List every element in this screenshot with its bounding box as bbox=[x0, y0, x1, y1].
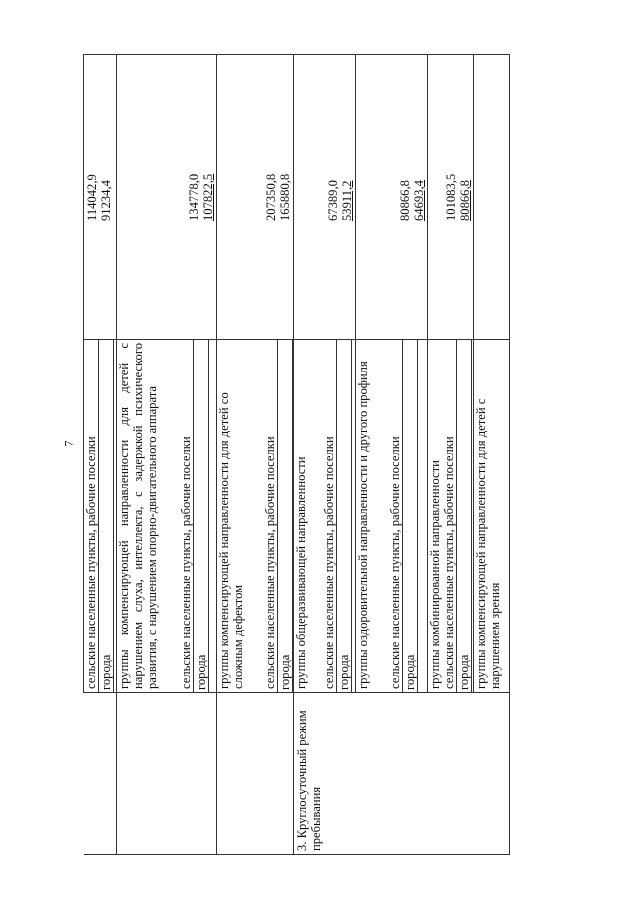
city-label: города bbox=[402, 339, 418, 693]
table-row bbox=[474, 55, 510, 855]
city-label: города bbox=[98, 339, 114, 693]
value-cell bbox=[117, 55, 217, 340]
settlement-label: сельские населенные пункты, рабочие поселки bbox=[442, 436, 456, 689]
table-row bbox=[428, 55, 474, 855]
value-cell bbox=[294, 55, 356, 340]
group-cell bbox=[217, 340, 294, 693]
value-settlement: 101083,5 bbox=[444, 173, 458, 221]
table-row bbox=[84, 55, 117, 855]
value-settlement: 207350,8 bbox=[264, 173, 278, 221]
table-row bbox=[217, 55, 294, 855]
group-cell bbox=[117, 340, 217, 693]
value-settlement: 134778,0 bbox=[187, 173, 201, 221]
group-name: группы оздоровительной направленности и другого профиля bbox=[356, 361, 370, 689]
group-name: группы комбинированной направленности bbox=[428, 460, 442, 689]
value-cell bbox=[356, 55, 428, 340]
group-cell bbox=[474, 340, 510, 693]
value-cell bbox=[84, 55, 117, 340]
mode-cell bbox=[428, 693, 474, 855]
value-city: 165880,8 bbox=[278, 173, 292, 221]
value-city: 91234,4 bbox=[99, 180, 113, 221]
group-cell bbox=[294, 340, 356, 693]
value-cell bbox=[428, 55, 474, 340]
group-name: группы компенсирующей направленности для детей со сложным дефектом bbox=[217, 392, 245, 689]
city-label: города bbox=[336, 339, 352, 693]
value-cell bbox=[474, 55, 510, 340]
settlement-label: сельские населенные пункты, рабочие поселки bbox=[263, 436, 277, 689]
value-city: 64693,4 bbox=[412, 180, 426, 221]
value-settlement: 80866,8 bbox=[398, 180, 412, 221]
mode-cell bbox=[474, 693, 510, 855]
value-settlement: 67389,0 bbox=[326, 180, 340, 221]
mode-cell bbox=[217, 693, 294, 855]
mode-cell bbox=[117, 693, 217, 855]
value-city: 107822,5 bbox=[201, 173, 215, 221]
group-cell bbox=[356, 340, 428, 693]
city-label: города bbox=[277, 339, 293, 693]
value-city: 80866,8 bbox=[458, 180, 472, 221]
group-name: группы компенсирующей направленности для детей с нарушением слуха, интеллекта, с задержкой психического развития, с нарушением опорно-двигательного аппарата bbox=[117, 343, 159, 689]
mode-cell bbox=[84, 693, 117, 855]
city-label: города bbox=[456, 339, 472, 693]
settlement-label: сельские населенные пункты, рабочие поселки bbox=[322, 436, 336, 689]
mode-cell: 3. Круглосуточный режим пребывания bbox=[294, 693, 356, 855]
group-name: группы общеразвивающей направленности bbox=[294, 456, 308, 689]
rotated-table-container bbox=[83, 55, 543, 855]
settlement-label: сельские населенные пункты, рабочие поселки bbox=[179, 436, 193, 689]
settlement-label: сельские населенные пункты, рабочие поселки bbox=[84, 436, 98, 689]
settlement-label: сельские населенные пункты, рабочие поселки bbox=[388, 436, 402, 689]
value-cell bbox=[217, 55, 294, 340]
tariff-table bbox=[83, 54, 510, 855]
value-settlement: 114042,9 bbox=[85, 174, 99, 221]
table-row bbox=[294, 55, 356, 855]
value-city: 53911,2 bbox=[340, 180, 354, 221]
group-cell bbox=[84, 340, 117, 693]
table-row bbox=[356, 55, 428, 855]
group-cell bbox=[428, 340, 474, 693]
table-row bbox=[117, 55, 217, 855]
mode-cell bbox=[356, 693, 428, 855]
city-label: города bbox=[193, 339, 209, 693]
page-number: 7 bbox=[61, 440, 76, 447]
group-name: группы компенсирующей направленности для детей с нарушением зрения bbox=[474, 398, 502, 689]
